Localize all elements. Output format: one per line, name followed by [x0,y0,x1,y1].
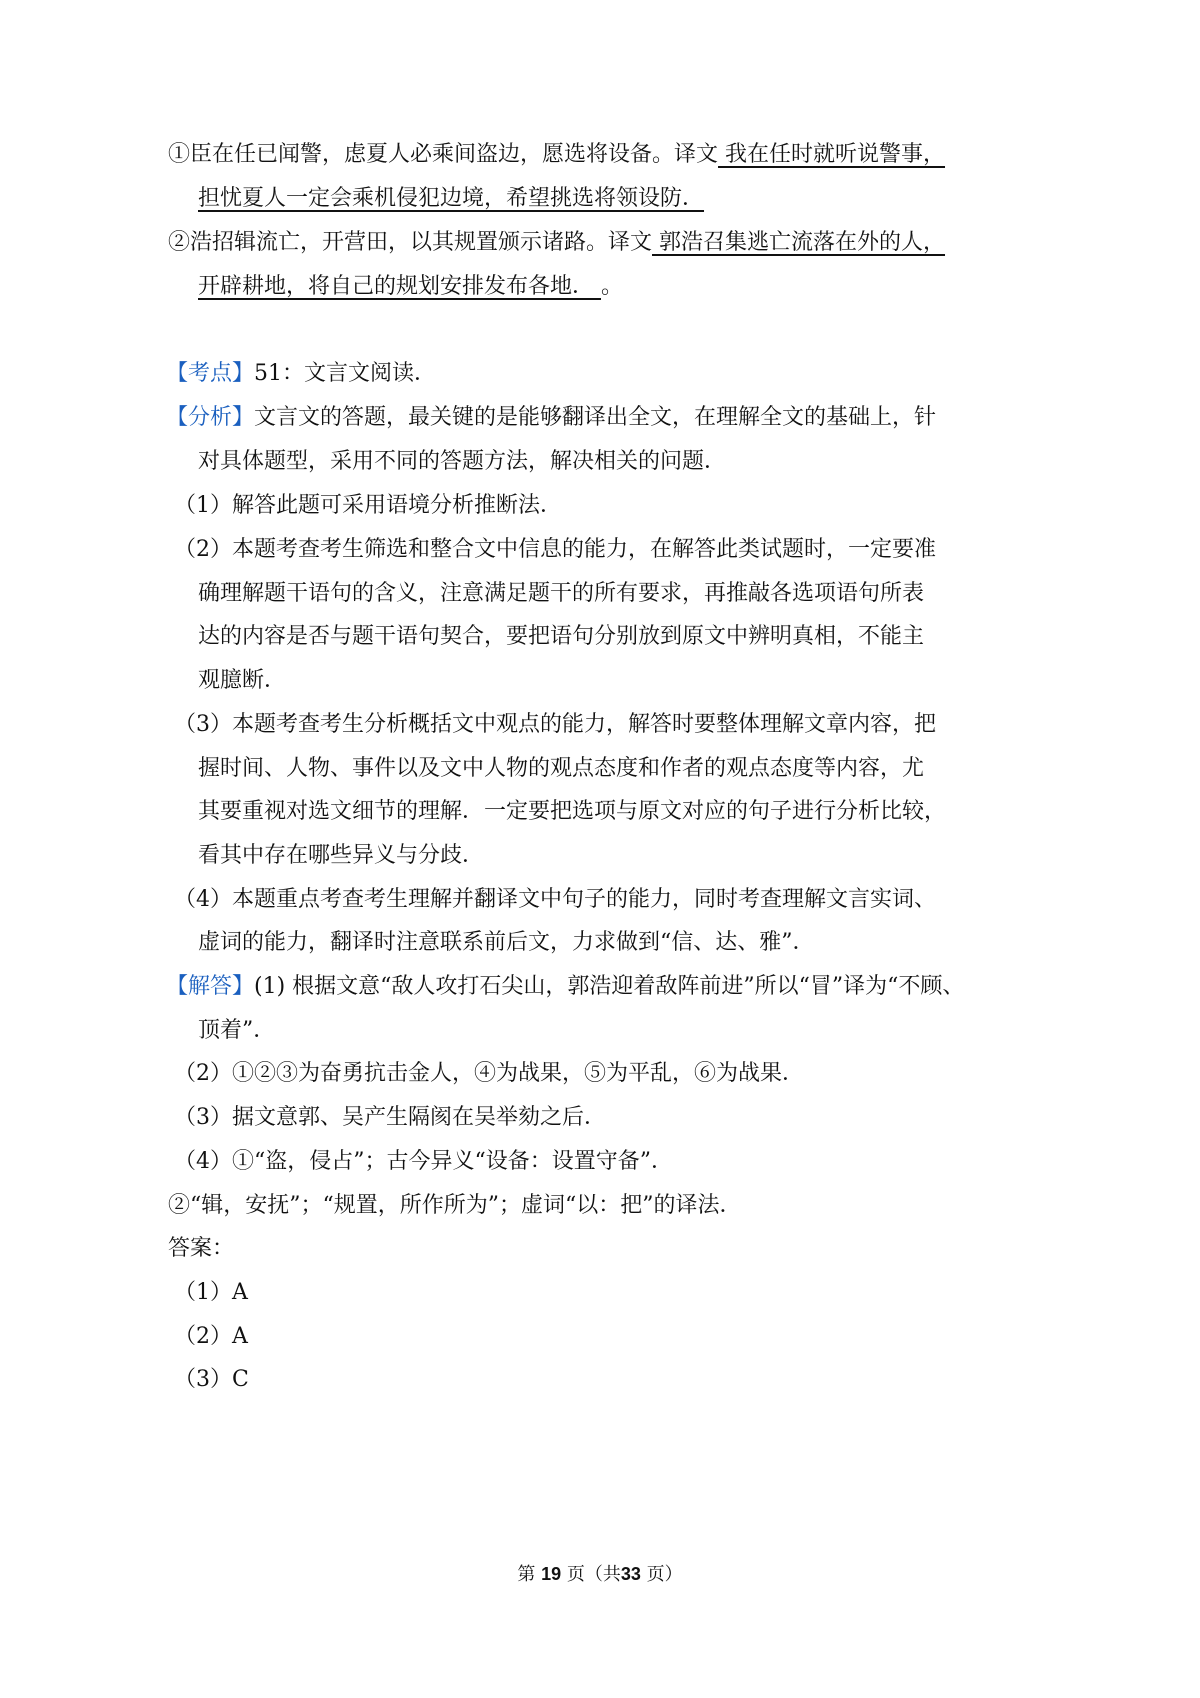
translation-1-line-1 [168,140,945,170]
translation-1-source: ①臣在任已闻警，虑夏人必乘间盗边，愿选将设备。译文 [168,142,719,167]
translation-2-end-mark: 。 [601,274,624,299]
footer-prefix: 第 [517,1564,536,1585]
analysis-4-line-1: （4）本题重点考查考生理解并翻译文中句子的能力，同时考查理解文言实词、 [174,887,936,912]
kaodian-label: 【考点】 [166,361,255,386]
analysis-3-line-2: 握时间、人物、事件以及文中人物的观点态度和作者的观点态度等内容，尤 [198,756,925,781]
footer-total-pages: 33 [620,1564,641,1584]
translation-2-source: ②浩招辑流亡，开营田，以其规置颁示诸路。译文 [168,230,653,255]
translation-2-line-1 [168,228,945,258]
jieda-text-1: (1) 根据文意“敌人攻打石尖山，郭浩迎着敌阵前进”所以“冒”译为“不顾、 [254,974,965,999]
analysis-2-line-1: （2）本题考查考生筛选和整合文中信息的能力，在解答此类试题时，一定要准 [174,537,936,562]
analysis-2-line-2: 确理解题干语句的含义，注意满足题干的所有要求，再推敲各选项语句所表 [198,581,925,606]
answer-3: （3）C [174,1367,249,1392]
analysis-2-line-4: 观臆断． [198,668,287,693]
translation-1-answer-cont: 担忧夏人一定会乘机侵犯边境，希望挑选将领设防． [198,186,705,211]
analysis-3-line-1: （3）本题考查考生分析概括文中观点的能力，解答时要整体理解文章内容，把 [174,712,936,737]
jieda-item-2: （2）①②③为奋勇抗击金人，④为战果，⑤为平乱，⑥为战果． [174,1061,804,1086]
fenxi-line-2: 对具体题型，采用不同的答题方法，解决相关的问题． [198,449,727,474]
footer-page-number: 19 [541,1564,562,1584]
kaodian-text: 51：文言文阅读． [254,361,437,386]
answer-1: （1）A [174,1280,248,1305]
fenxi-line-1 [166,403,936,433]
translation-1-line-2 [198,184,704,214]
analysis-4-line-2: 虚词的能力，翻译时注意联系前后文，力求做到“信、达、雅”． [198,930,815,955]
translation-2-answer-cont: 开辟耕地，将自己的规划安排发布各地． [198,274,601,299]
translation-2-answer: 郭浩召集逃亡流落在外的人， [652,230,946,255]
jieda-line-1 [166,972,964,1002]
jieda-item-3: （3）据文意郭、吴产生隔阂在吴举劾之后． [174,1105,606,1130]
footer-suffix: 页） [646,1564,683,1585]
fenxi-label: 【分析】 [166,405,255,430]
fenxi-text-1: 文言文的答题，最关键的是能够翻译出全文，在理解全文的基础上，针 [254,405,937,430]
analysis-3-line-4: 看其中存在哪些异义与分歧． [198,843,485,868]
jieda-item-4-cont: ②“辑，安抚”；“规置，所作所为”；虚词“以：把”的译法． [168,1193,742,1218]
page-footer [0,1562,1200,1587]
jieda-line-2: 顶着”． [198,1018,276,1043]
answers-title: 答案： [168,1236,235,1261]
kaodian-line [166,359,436,389]
answer-2: （2）A [174,1324,248,1349]
analysis-2-line-3: 达的内容是否与题干语句契合，要把语句分别放到原文中辨明真相，不能主 [198,624,925,649]
footer-middle: 页（共 [566,1564,621,1585]
jieda-label: 【解答】 [166,974,255,999]
jieda-item-4: （4）①“盗，侵占”；古今异义“设备：设置守备”． [174,1149,673,1174]
translation-2-line-2 [198,272,623,302]
translation-1-answer: 我在任时就听说警事， [718,142,946,167]
analysis-1-line-1: （1）解答此题可采用语境分析推断法． [174,493,562,518]
analysis-3-line-3: 其要重视对选文细节的理解．一定要把选项与原文对应的句子进行分析比较， [198,799,947,824]
